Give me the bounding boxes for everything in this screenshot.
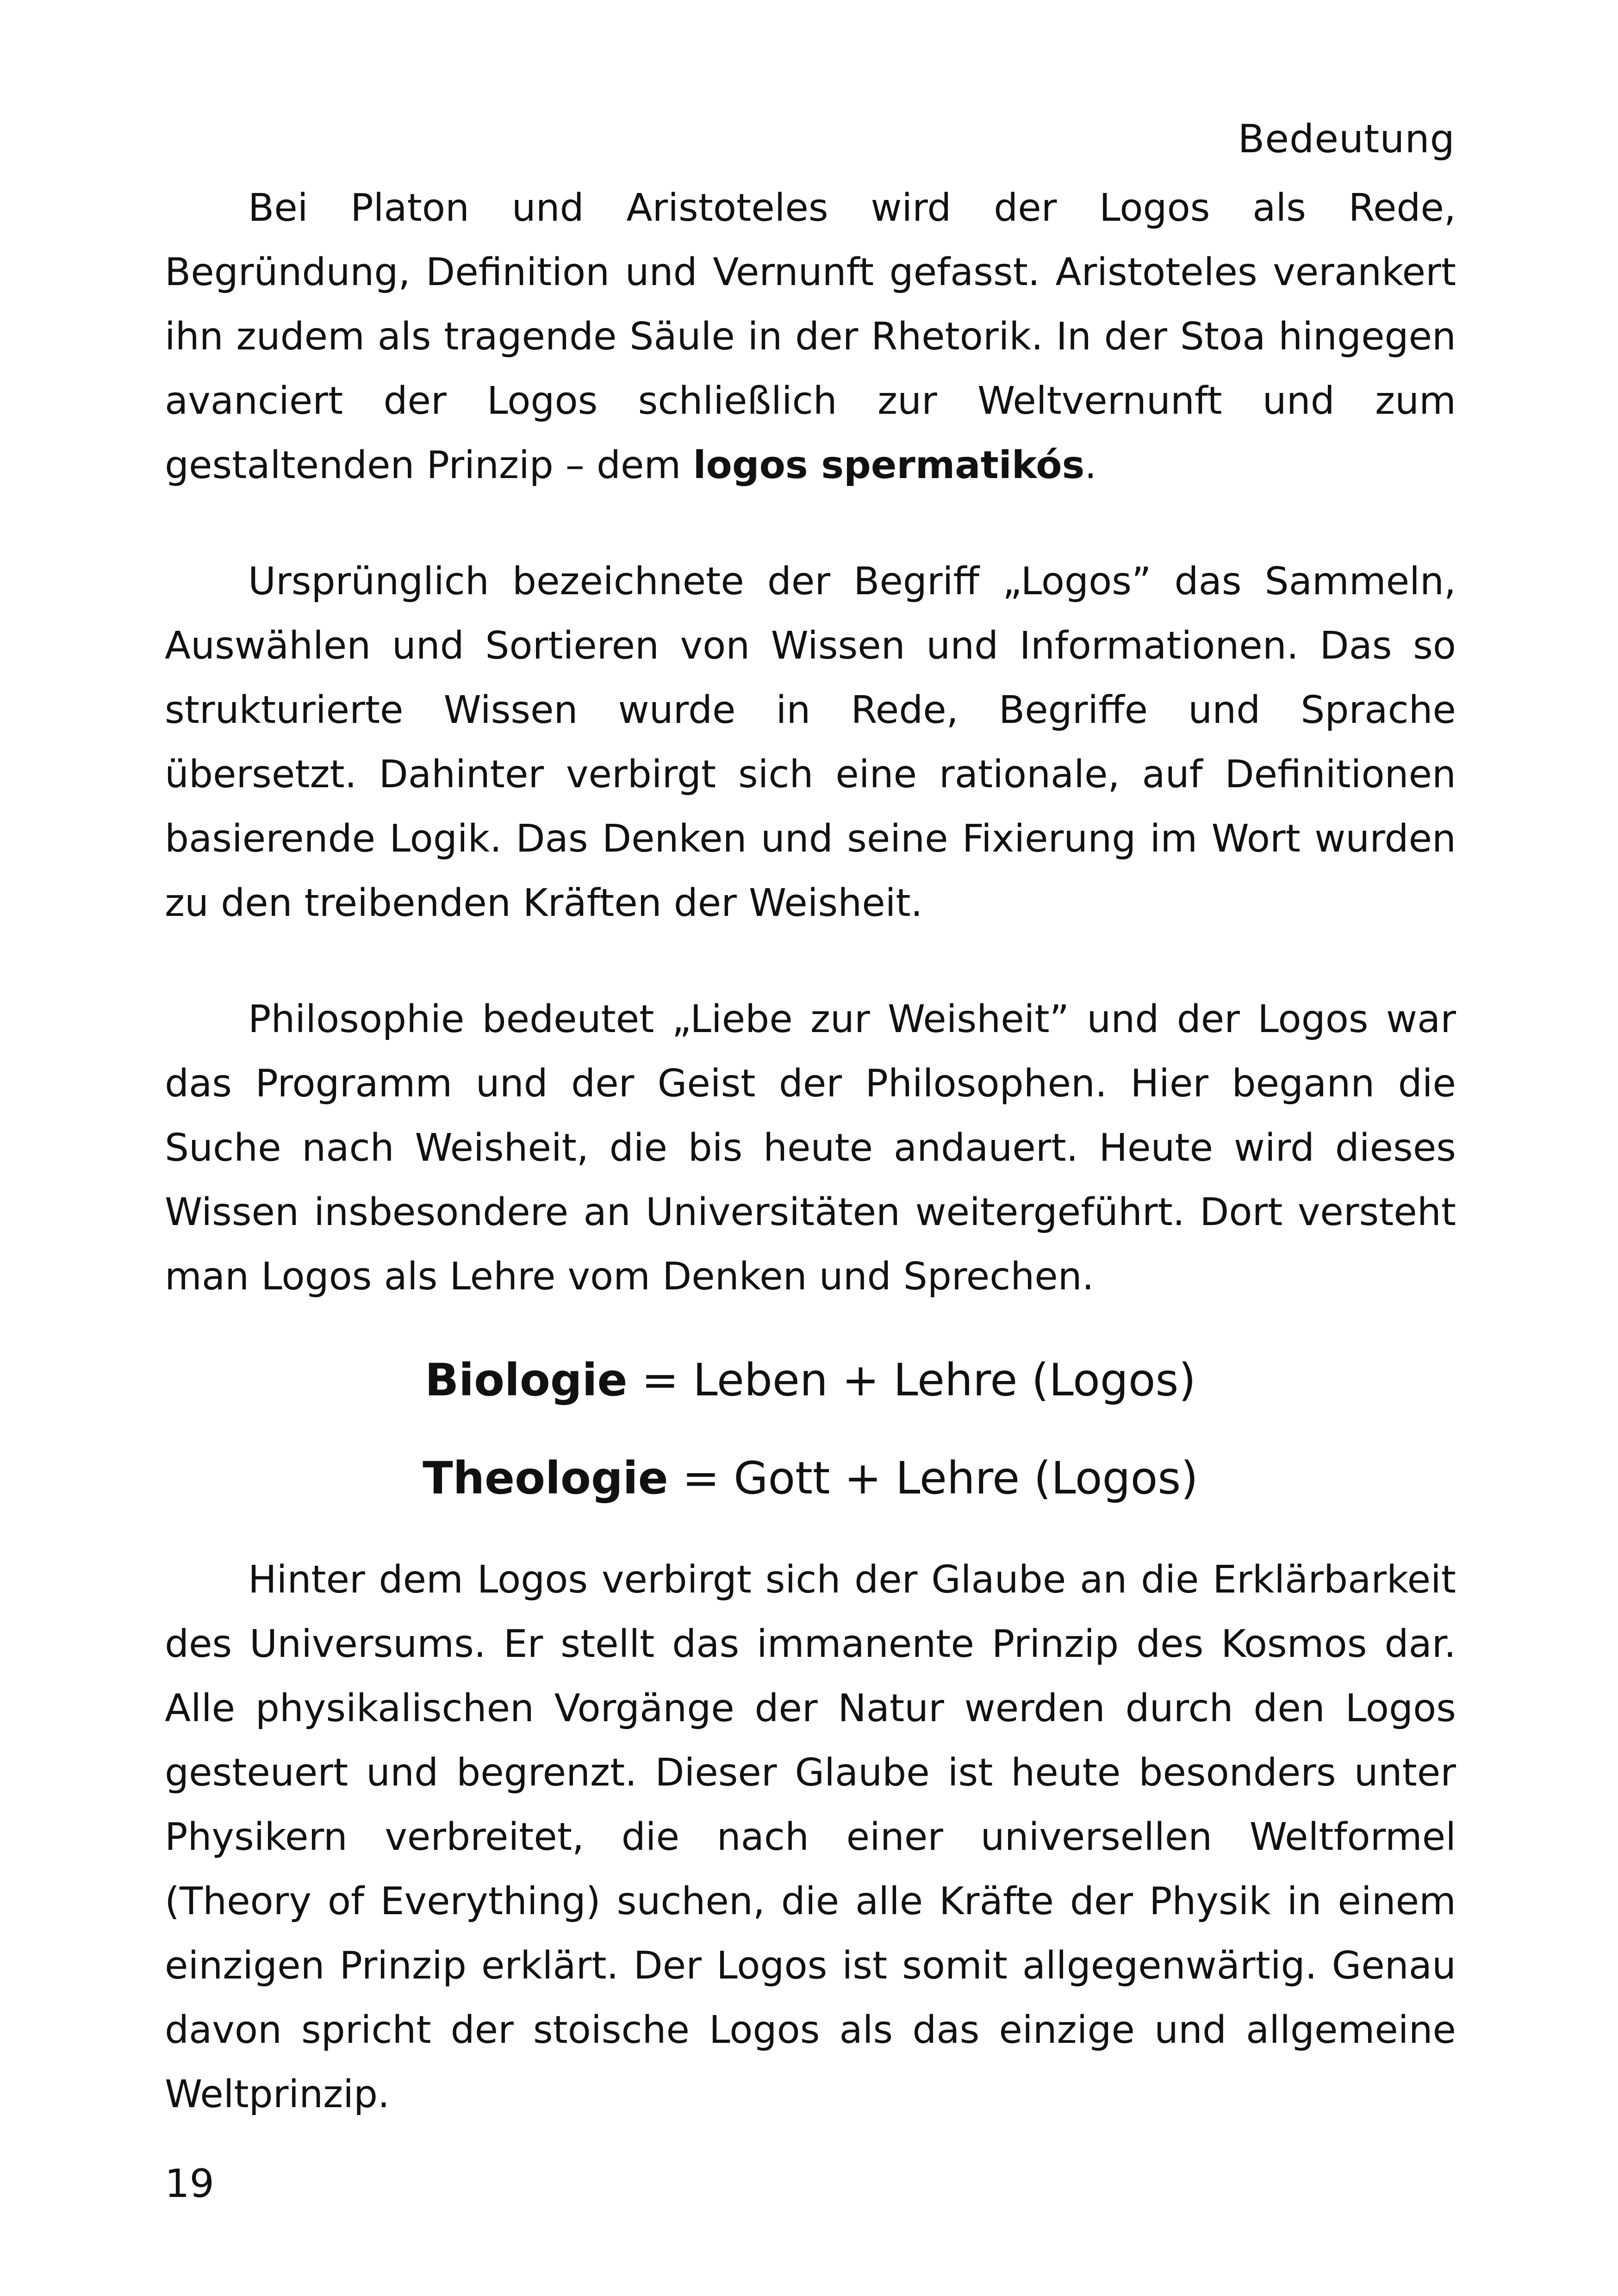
paragraph-philosophie: Philosophie bedeutet „Liebe zur Weisheit” und der Logos war das Programm und der Geist der Philosophen. Hier begann die Suche nach Weisheit, die bis heute andauert. Heute wird dieses Wissen insbesondere an Universitäten weitergeführt. Dort versteht man Logos als Lehre vom Denken und Sprechen. (165, 997, 1456, 1299)
paragraph-platon-aristoteles (165, 176, 1456, 498)
paragraph-gap (165, 498, 1456, 549)
paragraph-gap (165, 935, 1456, 987)
equations-block (165, 1353, 1456, 1505)
equation-definition: = Gott + Lehre (Logos) (668, 1452, 1198, 1504)
equation-term: Biologie (424, 1354, 628, 1406)
equation-biologie (165, 1353, 1456, 1407)
equation-definition: = Leben + Lehre (Logos) (627, 1354, 1196, 1406)
paragraph-urspruenglich: Ursprünglich bezeichnete der Begriff „Logos” das Sammeln, Auswählen und Sortieren von Wissen und Informationen. Das so strukturierte Wissen wurde in Rede, Begriffe und Sprache übersetzt. Dahinter verbirgt sich eine rationale, auf Definitionen basierende Logik. Das Denken und seine Fixierung im Wort wurden zu den treibenden Kräften der Weisheit. (165, 560, 1456, 925)
running-head: Bedeutung (1238, 116, 1455, 162)
equation-term: Theologie (423, 1452, 668, 1504)
paragraph-gap (165, 1309, 1456, 1353)
page-number: 19 (165, 2161, 214, 2206)
paragraph-gap (165, 1505, 1456, 1548)
body-text (165, 176, 1456, 2127)
term-logos-spermatikos: logos spermatikós (693, 443, 1085, 487)
paragraph-1-end: . (1084, 443, 1097, 487)
paragraph-hinter-dem-logos: Hinter dem Logos verbirgt sich der Glaube an die Erklärbarkeit des Universums. Er stellt das immanente Prinzip des Kosmos dar. Alle physikalischen Vorgänge der Natur werden durch den Logos gesteuert und begrenzt. Dieser Glaube ist heute besonders unter Physikern verbreitet, die nach einer universellen Weltformel (Theory of Everything) suchen, die alle Kräfte der Physik in einem einzigen Prinzip erklärt. Der Logos ist somit allgegenwärtig. Genau davon spricht der stoische Logos als das einzige und allgemeine Weltprinzip. (165, 1558, 1456, 2116)
paragraph-1-text: Bei Platon und Aristoteles wird der Logos als Rede, Begründung, Definition und Vernunft gefasst. Aristoteles verankert ihn zudem als tragende Säule in der Rhetorik. In der Stoa hingegen avanciert der Logos schließlich zur Weltvernunft und zum gestaltenden Prinzip – dem (165, 186, 1456, 487)
equation-theologie (165, 1451, 1456, 1505)
